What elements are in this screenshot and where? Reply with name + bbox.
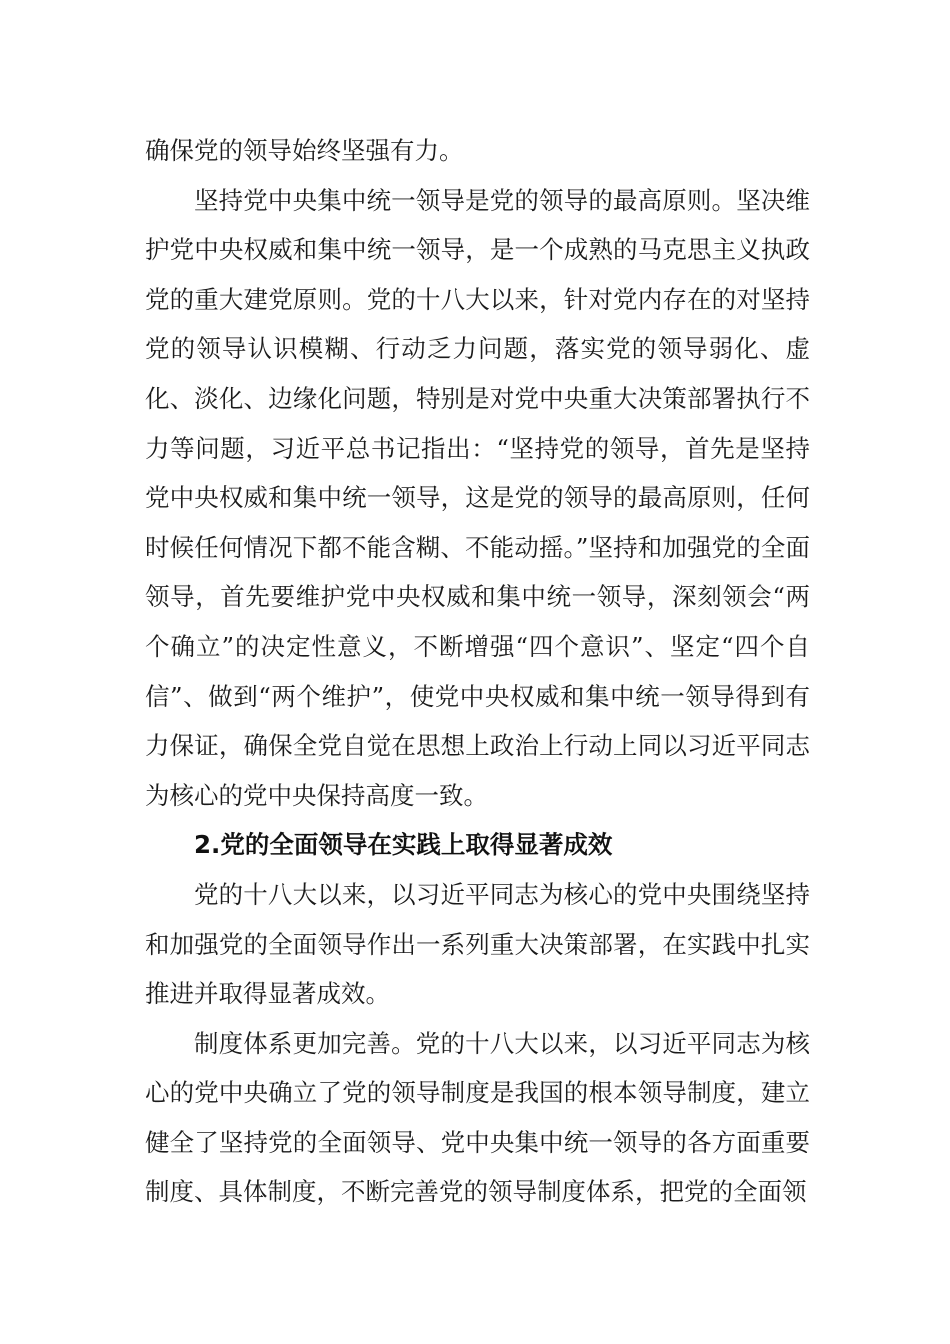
- document-body: [145, 126, 810, 1217]
- section-heading: 2.党的全面领导在实践上取得显著成效: [194, 830, 613, 860]
- paragraph-institutional-system: 制度体系更加完善。党的十八大以来，以习近平同志为核心的党中央确立了党的领导制度是我国的根本领导制度，建立健全了坚持党的全面领导、党中央集中统一领导的各方面重要制度、具体制度，不断完善党的领导制度体系，把党的全面领: [145, 1028, 810, 1207]
- paragraph-continuation: 确保党的领导始终坚强有力。: [145, 136, 464, 165]
- paragraph-central-leadership: 坚持党中央集中统一领导是党的领导的最高原则。坚决维护党中央权威和集中统一领导，是一个成熟的马克思主义执政党的重大建党原则。党的十八大以来，针对党内存在的对坚持党的领导认识模糊、行动乏力问题，落实党的领导弱化、虚化、淡化、边缘化问题，特别是对党中央重大决策部署执行不力等问题，习近平总书记指出：“坚持党的领导，首先是坚持党中央权威和集中统一领导，这是党的领导的最高原则，任何时候任何情况下都不能含糊、不能动摇。”坚持和加强党的全面领导，首先要维护党中央权威和集中统一领导，深刻领会“两个确立”的决定性意义，不断增强“四个意识”、坚定“四个自信”、做到“两个维护”，使党中央权威和集中统一领导得到有力保证，确保全党自觉在思想上政治上行动上同以习近平同志为核心的党中央保持高度一致。: [145, 185, 810, 810]
- paragraph-practice-results: 党的十八大以来，以习近平同志为核心的党中央围绕坚持和加强党的全面领导作出一系列重大决策部署，在实践中扎实推进并取得显著成效。: [145, 879, 810, 1009]
